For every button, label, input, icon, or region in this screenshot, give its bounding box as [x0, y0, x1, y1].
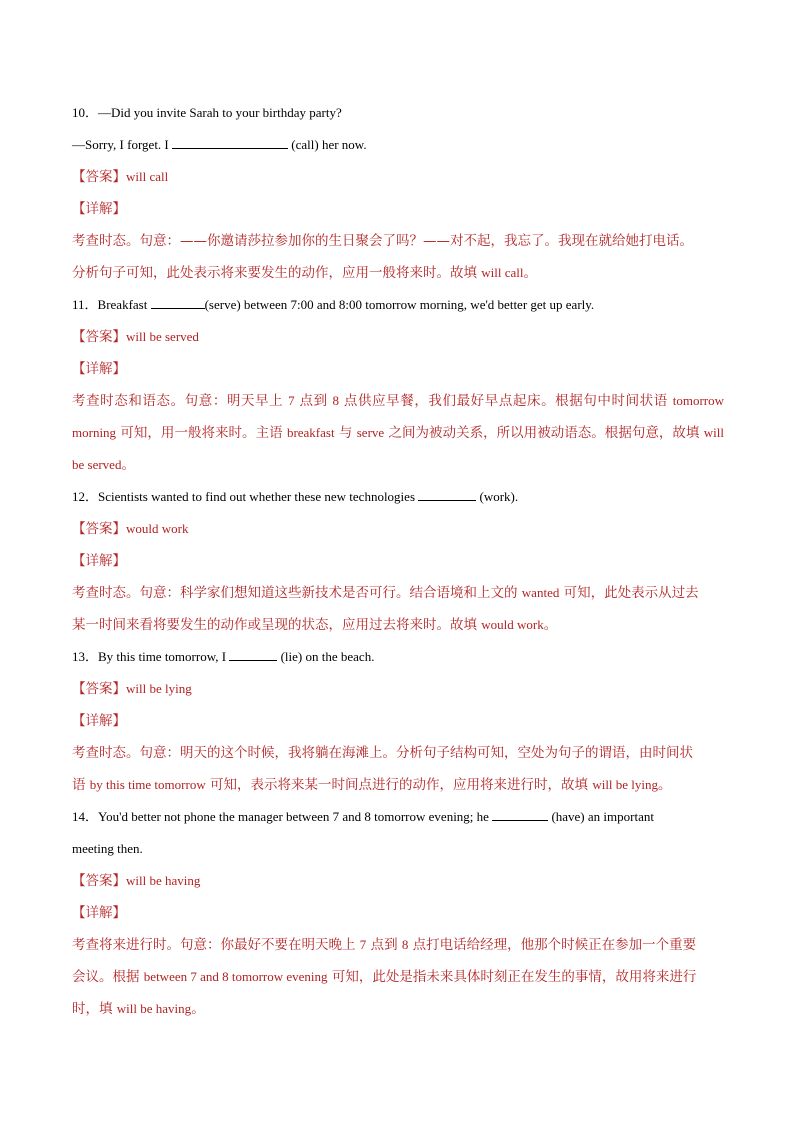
- question-text: (work).: [476, 489, 519, 504]
- explanation-text: 。: [191, 1001, 205, 1017]
- question-10: [72, 97, 724, 129]
- answer-row: [72, 321, 724, 353]
- explanation-text: will call: [481, 265, 524, 280]
- explanation-text: 时，填: [72, 1001, 117, 1017]
- answer-blank: [492, 808, 548, 821]
- question-12: [72, 481, 724, 513]
- question-number: 14．: [72, 809, 99, 824]
- question-text: By this time tomorrow, I: [98, 649, 230, 664]
- question-text: —Sorry, I forget. I: [72, 137, 173, 152]
- explanation-text: 。: [658, 777, 672, 793]
- detail-row: [72, 353, 724, 385]
- question-text: (serve) between 7:00 and 8:00 tomorrow morning, we'd better get up early.: [204, 297, 595, 312]
- answer-tag: 【答案】: [72, 681, 126, 697]
- answer-text: will be lying: [126, 681, 192, 696]
- detail-tag: 【详解】: [72, 905, 126, 921]
- answer-tag: 【答案】: [72, 521, 126, 537]
- explanation-text: 与: [334, 425, 357, 441]
- explanation: [72, 577, 724, 641]
- answer-row: [72, 161, 724, 193]
- explanation-text: 考查将来进行时。句意：你最好不要在明天晚上: [72, 937, 360, 953]
- explanation-text: will be served: [72, 425, 724, 472]
- answer-blank: [229, 648, 277, 661]
- question-number: 11．: [72, 297, 98, 312]
- question-text: —Did you invite Sarah to your birthday party?: [98, 105, 342, 120]
- answer-row: [72, 673, 724, 705]
- explanation-text: between 7 and 8 tomorrow evening: [143, 969, 328, 984]
- explanation-text: 考查时态。句意：科学家们想知道这些新技术是否可行。结合语境和上文的: [72, 585, 522, 601]
- question-text: (call) her now.: [288, 137, 367, 152]
- detail-row: [72, 193, 724, 225]
- explanation: [72, 929, 724, 1025]
- question-14: [72, 801, 724, 833]
- explanation-line: [72, 609, 724, 641]
- detail-row: [72, 545, 724, 577]
- explanation-line: 考查时态。句意：——你邀请莎拉参加你的生日聚会了吗？——对不起，我忘了。我现在就给她打电话。: [72, 233, 693, 249]
- explanation-line: [72, 993, 724, 1025]
- explanation-line: 考查时态。句意：明天的这个时候，我将躺在海滩上。分析句子结构可知，空处为句子的谓语，由时间状: [72, 745, 693, 761]
- question-text: (lie) on the beach.: [277, 649, 375, 664]
- question-text: Breakfast: [97, 297, 151, 312]
- explanation-text: 可知，用一般将来时。主语: [116, 425, 287, 441]
- question-number: 13．: [72, 649, 99, 664]
- explanation-text: 。: [543, 617, 558, 633]
- answer-blank: [418, 488, 476, 501]
- explanation-line: [72, 257, 724, 289]
- explanation-text: 会议。根据: [72, 969, 144, 985]
- answer-tag: 【答案】: [72, 873, 126, 889]
- document-page: [72, 97, 724, 1025]
- question-number: 10．: [72, 105, 99, 120]
- question-10-line2: [72, 129, 724, 161]
- detail-tag: 【详解】: [72, 361, 126, 377]
- explanation-text: 考查时态和语态。句意：明天早上: [72, 393, 289, 409]
- explanation-line: [72, 929, 724, 961]
- question-11: [72, 289, 724, 321]
- detail-row: [72, 897, 724, 929]
- explanation-text: 可知，此处是指未来具体时刻正在发生的事情，故用将来进行: [327, 969, 697, 985]
- explanation-text: 点供应早餐，我们最好早点起床。根据句中时间状语: [339, 393, 673, 409]
- explanation-text: will be having: [116, 1001, 192, 1016]
- question-14-line2: [72, 833, 724, 865]
- explanation-text: 语: [72, 777, 90, 793]
- explanation-text: 可知，表示将来某一时间点进行的动作，应用将来进行时，故填: [205, 777, 593, 793]
- explanation-text: will be lying: [592, 777, 659, 792]
- explanation: [72, 225, 724, 289]
- detail-tag: 【详解】: [72, 553, 126, 569]
- explanation-text: serve: [356, 425, 385, 440]
- answer-text: will be served: [126, 329, 199, 344]
- answer-row: [72, 865, 724, 897]
- answer-row: [72, 513, 724, 545]
- explanation-text: would work: [481, 617, 544, 632]
- answer-tag: 【答案】: [72, 169, 126, 185]
- explanation-text: 某一时间来看将要发生的动作或呈现的状态，应用过去将来时。故填: [72, 617, 482, 633]
- explanation-text: 点到: [294, 393, 333, 409]
- explanation: [72, 385, 724, 481]
- explanation-text: 可知，此处表示从过去: [559, 585, 699, 601]
- explanation-text: 。: [523, 265, 538, 281]
- question-text: meeting then.: [72, 841, 143, 856]
- question-13: [72, 641, 724, 673]
- answer-text: will be having: [126, 873, 201, 888]
- explanation-text: tomorrow morning: [72, 393, 724, 440]
- answer-blank: [151, 296, 205, 309]
- explanation-text: wanted: [521, 585, 560, 600]
- explanation-text: by this time tomorrow: [89, 777, 206, 792]
- explanation-text: 。: [121, 457, 135, 473]
- answer-text: will call: [126, 169, 169, 184]
- question-number: 12．: [72, 489, 99, 504]
- question-text: You'd better not phone the manager between 7 and 8 tomorrow evening; he: [98, 809, 493, 824]
- explanation-text: 分析句子可知，此处表示将来要发生的动作，应用一般将来时。故填: [72, 265, 482, 281]
- explanation-text: 7: [288, 393, 295, 408]
- explanation-text: 点到: [366, 937, 402, 953]
- explanation-text: breakfast: [286, 425, 335, 440]
- explanation-line: [72, 961, 724, 993]
- question-text: Scientists wanted to find out whether these new technologies: [98, 489, 419, 504]
- explanation-line: [72, 577, 724, 609]
- answer-blank: [172, 136, 288, 149]
- explanation-text: 之间为被动关系，所以用被动语态。根据句意，故填: [384, 425, 704, 441]
- explanation: [72, 737, 724, 801]
- explanation-text: 8: [332, 393, 340, 408]
- explanation-text: 8: [401, 937, 409, 952]
- detail-row: [72, 705, 724, 737]
- answer-tag: 【答案】: [72, 329, 126, 345]
- answer-text: would work: [126, 521, 189, 536]
- explanation-line: [72, 769, 724, 801]
- explanation-text: 7: [359, 937, 367, 952]
- explanation-text: 点打电话给经理，他那个时候正在参加一个重要: [408, 937, 697, 953]
- detail-tag: 【详解】: [72, 713, 126, 729]
- detail-tag: 【详解】: [72, 201, 126, 217]
- question-text: (have) an important: [548, 809, 654, 824]
